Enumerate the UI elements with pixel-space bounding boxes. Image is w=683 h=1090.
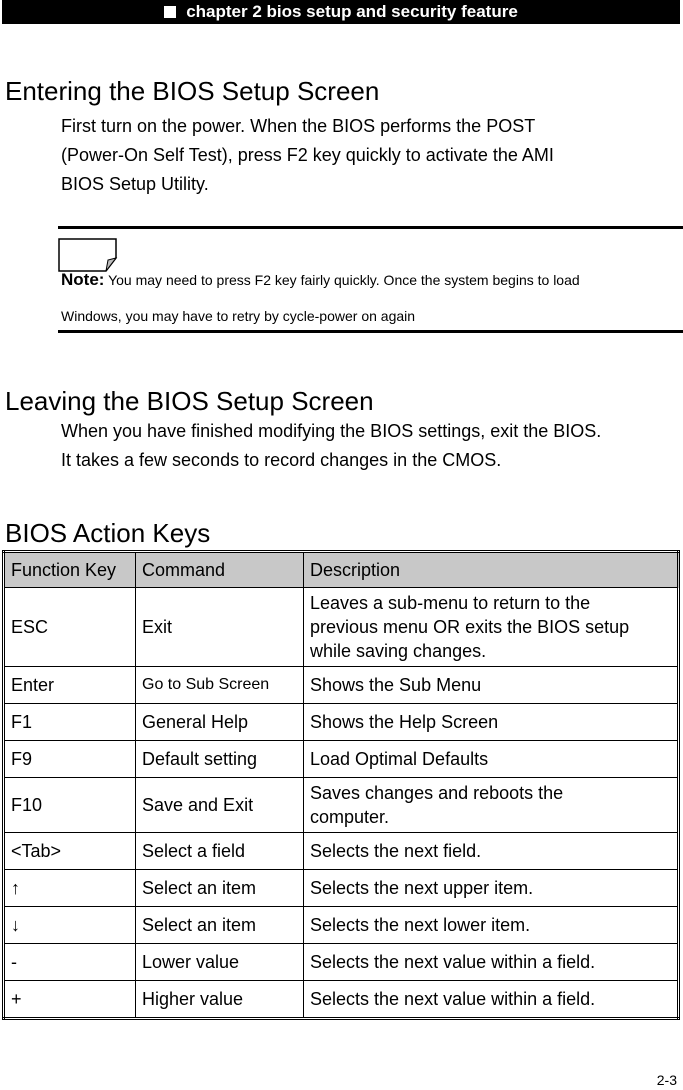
description-cell: Selects the next lower item.	[304, 907, 679, 944]
command-cell: Go to Sub Screen	[136, 667, 304, 704]
entering-line-1: First turn on the power. When the BIOS performs the POST	[61, 116, 536, 136]
table-row	[4, 981, 679, 1019]
key-cell: ESC	[4, 588, 136, 667]
command-cell: Select an item	[136, 870, 304, 907]
leaving-setup-heading: Leaving the BIOS Setup Screen	[5, 386, 374, 416]
note-label: Note:	[61, 270, 105, 289]
page-number: 2-3	[656, 1072, 677, 1088]
description-cell: Selects the next value within a field.	[304, 944, 679, 981]
down-arrow-key-cell: ↓	[4, 907, 136, 944]
key-cell: F9	[4, 741, 136, 778]
note-text-line-1	[61, 270, 580, 290]
table-row	[4, 588, 679, 667]
description-cell: Selects the next value within a field.	[304, 981, 679, 1019]
table-row	[4, 833, 679, 870]
description-line: Saves changes and reboots the	[310, 783, 564, 803]
square-bullet-icon	[164, 6, 176, 18]
description-cell: Load Optimal Defaults	[304, 741, 679, 778]
entering-line-2: (Power-On Self Test), press F2 key quickly to activate the AMI	[61, 145, 554, 165]
table-row	[4, 944, 679, 981]
entering-line-3: BIOS Setup Utility.	[61, 174, 209, 194]
entering-setup-heading: Entering the BIOS Setup Screen	[5, 76, 380, 106]
action-keys-heading: BIOS Action Keys	[5, 518, 211, 548]
command-cell: Save and Exit	[136, 778, 304, 833]
leaving-setup-paragraph	[61, 417, 601, 475]
note-bottom-divider	[58, 330, 683, 333]
leaving-line-2: It takes a few seconds to record changes in the CMOS.	[61, 450, 502, 470]
table-row	[4, 704, 679, 741]
table-row	[4, 870, 679, 907]
header-function-key: Function Key	[4, 552, 136, 588]
command-cell: Select an item	[136, 907, 304, 944]
chapter-header	[2, 0, 680, 24]
command-cell: Exit	[136, 588, 304, 667]
table-row	[4, 741, 679, 778]
command-cell: General Help	[136, 704, 304, 741]
description-line: previous menu OR exits the BIOS setup	[310, 617, 630, 637]
key-cell: F10	[4, 778, 136, 833]
table-header-row	[4, 552, 679, 588]
command-cell: Default setting	[136, 741, 304, 778]
action-keys-table	[2, 550, 680, 1020]
table-row	[4, 778, 679, 833]
header-command: Command	[136, 552, 304, 588]
leaving-line-1: When you have finished modifying the BIOS settings, exit the BIOS.	[61, 421, 602, 441]
entering-setup-paragraph	[61, 112, 554, 199]
key-cell: +	[4, 981, 136, 1019]
chapter-title: chapter 2 bios setup and security feature	[186, 2, 518, 21]
description-cell	[304, 778, 679, 833]
note-text-line-2: Windows, you may have to retry by cycle-power on again	[61, 308, 416, 324]
command-cell: Select a field	[136, 833, 304, 870]
up-arrow-key-cell: ↑	[4, 870, 136, 907]
key-cell: -	[4, 944, 136, 981]
key-cell: <Tab>	[4, 833, 136, 870]
description-cell: Selects the next field.	[304, 833, 679, 870]
key-cell: F1	[4, 704, 136, 741]
command-cell: Higher value	[136, 981, 304, 1019]
description-line: while saving changes.	[310, 641, 487, 661]
note-text-1: You may need to press F2 key fairly quickly. Once the system begins to load	[104, 272, 580, 288]
description-line: Leaves a sub-menu to return to the	[310, 593, 591, 613]
description-cell: Shows the Sub Menu	[304, 667, 679, 704]
note-pad-icon	[58, 238, 118, 272]
description-cell: Shows the Help Screen	[304, 704, 679, 741]
description-cell: Selects the next upper item.	[304, 870, 679, 907]
description-cell	[304, 588, 679, 667]
note-top-divider	[58, 226, 683, 229]
key-cell: Enter	[4, 667, 136, 704]
description-line: computer.	[310, 807, 390, 827]
table-row	[4, 907, 679, 944]
table-row	[4, 667, 679, 704]
command-cell: Lower value	[136, 944, 304, 981]
header-description: Description	[304, 552, 679, 588]
